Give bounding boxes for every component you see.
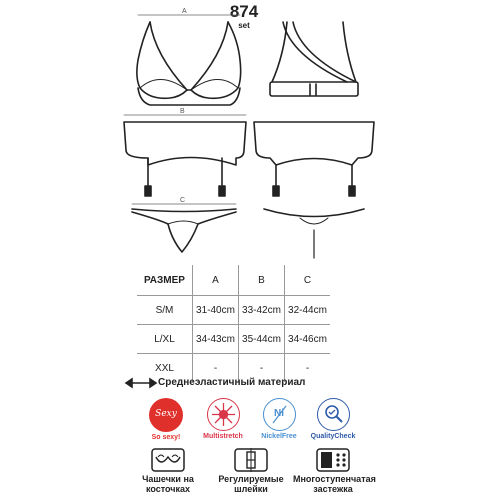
table-row — [137, 296, 330, 325]
product-type: set — [238, 21, 250, 30]
table-cell: 34-43cm — [193, 325, 239, 354]
underwire-cups-icon — [151, 448, 185, 472]
table-cell: 35-44cm — [239, 325, 285, 354]
table-row — [137, 325, 330, 354]
table-header-row — [137, 265, 330, 296]
measure-label-b: B — [180, 108, 185, 115]
quality-check-icon — [317, 398, 350, 431]
feature-label: So sexy! — [151, 434, 181, 441]
size-label: S/M — [137, 296, 193, 325]
multi-hook-closure-icon — [316, 448, 350, 472]
size-header: РАЗМЕР — [137, 265, 193, 296]
construction-label: Чашечки на косточках — [142, 474, 194, 494]
construction-straps — [211, 448, 291, 494]
garter-belt-back-drawing — [254, 122, 374, 196]
size-label: L/XL — [137, 325, 193, 354]
adjustable-straps-icon — [234, 448, 268, 472]
product-number: 874 — [229, 2, 259, 21]
table-cell: 32-44cm — [285, 296, 331, 325]
column-header: C — [285, 265, 331, 296]
thong-back-drawing — [264, 209, 364, 258]
table-cell: 34-46cm — [285, 325, 331, 354]
multistretch-icon — [207, 398, 240, 431]
feature-label: Multistretch — [203, 433, 243, 440]
sexy-icon: Sexy — [149, 398, 183, 432]
construction-label: Многоступенчатая застежка — [293, 474, 376, 494]
table-cell: 33-42cm — [239, 296, 285, 325]
bra-back-drawing — [270, 22, 358, 96]
table-cell: - — [193, 354, 239, 383]
bra-front-drawing — [137, 22, 241, 105]
measure-label-a: A — [182, 8, 187, 15]
measure-label-c: C — [180, 197, 186, 204]
table-cell: - — [285, 354, 331, 383]
garter-belt-front-drawing — [124, 122, 246, 196]
column-header: B — [239, 265, 285, 296]
column-header: A — [193, 265, 239, 296]
table-cell: 31-40cm — [193, 296, 239, 325]
nickel-free-icon: Ni — [263, 398, 296, 431]
feature-label: QualityCheck — [310, 433, 356, 440]
construction-label: Регулируемые шлейки — [218, 474, 284, 494]
construction-hooks — [293, 448, 376, 494]
size-label: XXL — [137, 354, 193, 383]
feature-qualitycheck — [298, 398, 368, 440]
construction-underwire — [128, 448, 208, 494]
thong-front-drawing — [132, 209, 236, 252]
table-cell: - — [239, 354, 285, 383]
material-description: Среднеэластичный материал — [158, 377, 306, 388]
size-table — [137, 265, 330, 382]
feature-label: NickelFree — [261, 433, 297, 440]
